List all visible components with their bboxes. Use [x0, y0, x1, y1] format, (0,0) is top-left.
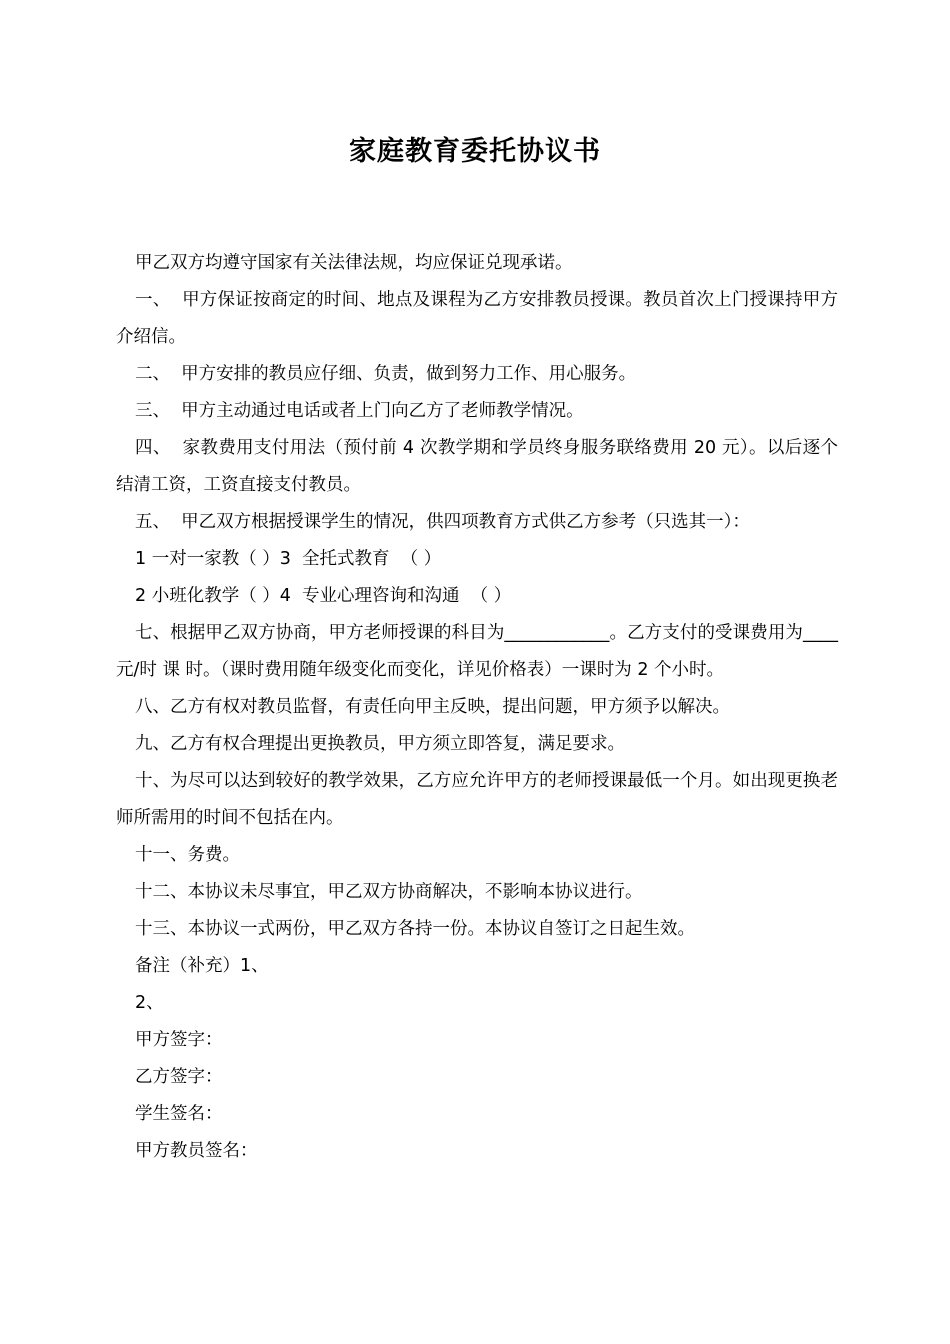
- clause-11: 十一、务费。: [135, 845, 240, 865]
- party-a-signature: 甲方签字：: [135, 1030, 223, 1050]
- clause-13: 十三、本协议一式两份，甲乙双方各持一份。本协议自签订之日起生效。: [135, 919, 695, 939]
- clause-5: 五、 甲乙双方根据授课学生的情况，供四项教育方式供乙方参考（只选其一）：: [135, 512, 750, 532]
- document-body: [116, 245, 838, 1170]
- remarks-line-1: 备注（补充）1、: [135, 956, 269, 976]
- option-line-2: 2 小班化教学（ ）4 专业心理咨询和沟通 （ ）: [135, 586, 512, 606]
- clause-8: 八、乙方有权对教员监督，有责任向甲主反映，提出问题，甲方须予以解决。: [135, 697, 730, 717]
- tutor-signature: 甲方教员签名：: [135, 1141, 258, 1161]
- clause-12: 十二、本协议未尽事宜，甲乙双方协商解决，不影响本协议进行。: [135, 882, 643, 902]
- clause-1: 一、 甲方保证按商定的时间、地点及课程为乙方安排教员授课。教员首次上门授课持甲方介绍信。: [116, 290, 838, 347]
- document-title: 家庭教育委托协议书: [349, 136, 601, 167]
- remarks-line-2: 2、: [135, 993, 164, 1013]
- clause-7: 七、根据甲乙双方协商，甲方老师授课的科目为____________。乙方支付的受课费用为____元/时 课 时。（课时费用随年级变化而变化，详见价格表）一课时为 2 个小时。: [116, 623, 838, 680]
- student-signature: 学生签名：: [135, 1104, 223, 1124]
- clause-9: 九、乙方有权合理提出更换教员，甲方须立即答复，满足要求。: [135, 734, 625, 754]
- intro-paragraph: 甲乙双方均遵守国家有关法律法规，均应保证兑现承诺。: [135, 253, 573, 273]
- clause-4: 四、 家教费用支付用法（预付前 4 次教学期和学员终身服务联络费用 20 元）。以后逐个结清工资，工资直接支付教员。: [116, 438, 838, 495]
- party-b-signature: 乙方签字：: [135, 1067, 223, 1087]
- clause-10: 十、为尽可以达到较好的教学效果，乙方应允许甲方的老师授课最低一个月。如出现更换老师所需用的时间不包括在内。: [116, 771, 838, 828]
- clause-2: 二、 甲方安排的教员应仔细、负责，做到努力工作、用心服务。: [135, 364, 637, 384]
- clause-3: 三、 甲方主动通过电话或者上门向乙方了老师教学情况。: [135, 401, 584, 421]
- option-line-1: 1 一对一家教（ ）3 全托式教育 （ ）: [135, 549, 442, 569]
